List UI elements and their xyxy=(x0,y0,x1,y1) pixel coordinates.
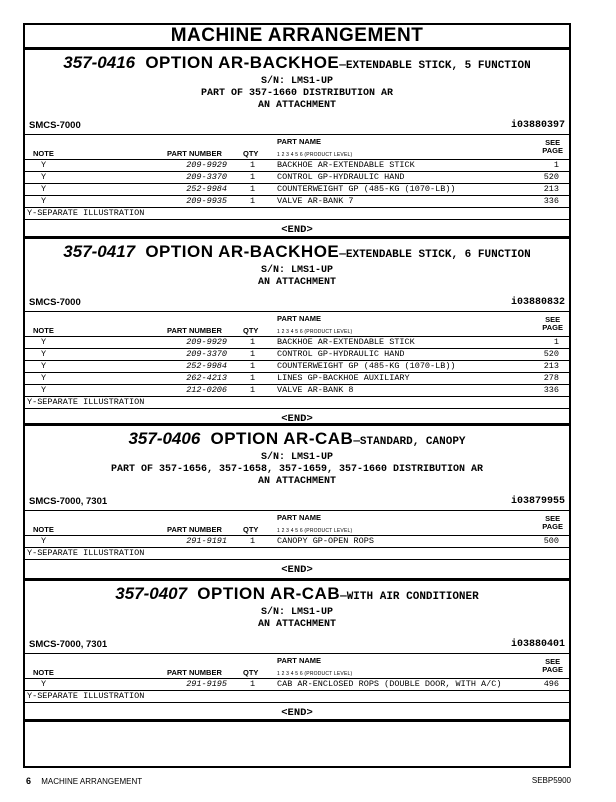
footer-section-name: MACHINE ARRANGEMENT xyxy=(41,777,143,786)
serial-number: S/N: LMS1-UP xyxy=(260,76,333,87)
group-number: 357-0416 xyxy=(63,53,136,72)
col-qty: QTY xyxy=(243,668,259,677)
see-page[interactable]: 278 xyxy=(543,373,559,383)
col-note: NOTE xyxy=(33,326,54,335)
section-header xyxy=(25,239,569,289)
part-number[interactable]: 291-9191 xyxy=(186,536,227,546)
part-number[interactable]: 209-3370 xyxy=(186,349,227,359)
col-see-page: SEE PAGE xyxy=(542,514,563,531)
table-row[interactable]: Y 209-3370 1 CONTROL GP-HYDRAULIC HAND 520 xyxy=(25,349,569,361)
table-header xyxy=(25,311,569,337)
group-description: —EXTENDABLE STICK, 6 FUNCTION xyxy=(339,249,531,261)
see-page[interactable]: 1 xyxy=(553,337,559,347)
table-row[interactable]: Y 291-9191 1 CANOPY GP-OPEN ROPS 500 xyxy=(41,536,559,546)
part-number[interactable]: 209-9929 xyxy=(186,160,227,170)
see-page[interactable]: 336 xyxy=(543,196,559,206)
col-part-name: PART NAME xyxy=(277,137,322,146)
col-part-name: PART NAME xyxy=(277,314,322,323)
end-marker: <END> xyxy=(281,224,313,236)
see-page[interactable]: 213 xyxy=(543,184,559,194)
smcs-code: SMCS-7000 xyxy=(29,297,81,308)
see-page[interactable]: 336 xyxy=(543,385,559,395)
illustration-id: i03880401 xyxy=(510,639,565,650)
section-header xyxy=(25,50,569,112)
col-qty: QTY xyxy=(243,149,259,158)
header-line: PART OF 357-1660 DISTRIBUTION AR xyxy=(200,88,394,99)
col-product-level: 1 2 3 4 5 6 (PRODUCT LEVEL) xyxy=(277,671,353,677)
col-product-level: 1 2 3 4 5 6 (PRODUCT LEVEL) xyxy=(277,152,353,158)
col-part-name: PART NAME xyxy=(277,513,322,522)
part-number[interactable]: 209-9935 xyxy=(186,196,227,206)
col-part-name: PART NAME xyxy=(277,656,322,665)
separate-illustration-note: Y-SEPARATE ILLUSTRATION xyxy=(25,396,569,409)
col-qty: QTY xyxy=(243,326,259,335)
table-header xyxy=(25,653,569,679)
see-page[interactable]: 496 xyxy=(543,679,559,689)
table-header xyxy=(25,510,569,536)
table-row[interactable]: Y 252-9984 1 COUNTERWEIGHT GP (485-KG (1070-LB)) 213 xyxy=(25,184,569,196)
col-product-level: 1 2 3 4 5 6 (PRODUCT LEVEL) xyxy=(277,329,353,335)
illustration-id: i03880832 xyxy=(510,297,565,308)
header-line: AN ATTACHMENT xyxy=(257,277,336,288)
table-row[interactable]: Y 209-9929 1 BACKHOE AR-EXTENDABLE STICK 1 xyxy=(25,337,569,349)
section-357-0416 xyxy=(25,50,569,239)
col-qty: QTY xyxy=(243,525,259,534)
see-page[interactable]: 1 xyxy=(553,160,559,170)
col-note: NOTE xyxy=(33,149,54,158)
smcs-code: SMCS-7000, 7301 xyxy=(29,496,108,507)
part-number[interactable]: 262-4213 xyxy=(186,373,227,383)
part-number[interactable]: 212-0206 xyxy=(186,385,227,395)
see-page[interactable]: 500 xyxy=(543,536,559,546)
group-number: 357-0417 xyxy=(63,242,136,261)
table-row[interactable]: Y 252-9984 1 COUNTERWEIGHT GP (485-KG (1070-LB)) 213 xyxy=(25,361,569,373)
header-line: AN ATTACHMENT xyxy=(257,619,336,630)
illustration-id: i03880397 xyxy=(510,120,565,131)
col-see-page: SEE PAGE xyxy=(542,138,563,155)
table-row[interactable]: Y 209-9935 1 VALVE AR-BANK 7 336 xyxy=(41,196,559,206)
header-line: AN ATTACHMENT xyxy=(257,100,336,111)
smcs-code: SMCS-7000, 7301 xyxy=(29,639,108,650)
table-row[interactable]: Y 209-9929 1 BACKHOE AR-EXTENDABLE STICK 1 xyxy=(25,160,569,172)
page-title: MACHINE ARRANGEMENT xyxy=(25,25,569,50)
separate-illustration-note: Y-SEPARATE ILLUSTRATION xyxy=(25,690,569,703)
serial-number: S/N: LMS1-UP xyxy=(260,607,333,618)
serial-number: S/N: LMS1-UP xyxy=(260,452,333,463)
smcs-code: SMCS-7000 xyxy=(29,120,81,131)
part-number[interactable]: 209-3370 xyxy=(186,172,227,182)
table-row[interactable]: Y 262-4213 1 LINES GP-BACKHOE AUXILIARY 278 xyxy=(25,373,569,385)
separate-illustration-note: Y-SEPARATE ILLUSTRATION xyxy=(25,207,569,220)
section-357-0417 xyxy=(25,239,569,426)
see-page[interactable]: 213 xyxy=(543,361,559,371)
group-title: OPTION AR-BACKHOE xyxy=(145,53,340,72)
part-number[interactable]: 252-9984 xyxy=(186,361,227,371)
col-part-number: PART NUMBER xyxy=(167,525,222,534)
part-number[interactable]: 291-9195 xyxy=(186,679,227,689)
header-line: PART OF 357-1656, 357-1658, 357-1659, 357-1660 DISTRIBUTION AR xyxy=(110,464,484,475)
part-number[interactable]: 252-9984 xyxy=(186,184,227,194)
end-marker: <END> xyxy=(281,413,313,425)
group-title: OPTION AR-CAB xyxy=(210,429,354,448)
end-marker: <END> xyxy=(281,707,313,719)
page-footer xyxy=(26,776,571,787)
col-part-number: PART NUMBER xyxy=(167,326,222,335)
col-part-number: PART NUMBER xyxy=(167,668,222,677)
illustration-id: i03879955 xyxy=(510,496,565,507)
serial-number: S/N: LMS1-UP xyxy=(260,265,333,276)
see-page[interactable]: 520 xyxy=(543,172,559,182)
table-row[interactable]: Y 291-9195 1 CAB AR-ENCLOSED ROPS (DOUBLE DOOR, WITH A/C) 496 xyxy=(41,679,559,689)
end-marker: <END> xyxy=(281,564,313,576)
section-357-0407 xyxy=(25,581,569,722)
table-row[interactable]: Y 212-0206 1 VALVE AR-BANK 8 336 xyxy=(41,385,559,395)
col-see-page: SEE PAGE xyxy=(542,657,563,674)
see-page[interactable]: 520 xyxy=(543,349,559,359)
section-header xyxy=(25,426,569,488)
group-title: OPTION AR-CAB xyxy=(197,584,341,603)
page-frame xyxy=(23,23,571,768)
group-title: OPTION AR-BACKHOE xyxy=(145,242,340,261)
separate-illustration-note: Y-SEPARATE ILLUSTRATION xyxy=(25,547,569,560)
header-line: AN ATTACHMENT xyxy=(257,476,336,487)
col-note: NOTE xyxy=(33,525,54,534)
col-see-page: SEE PAGE xyxy=(542,315,563,332)
col-part-number: PART NUMBER xyxy=(167,149,222,158)
part-number[interactable]: 209-9929 xyxy=(186,337,227,347)
group-description: —WITH AIR CONDITIONER xyxy=(340,591,479,603)
col-product-level: 1 2 3 4 5 6 (PRODUCT LEVEL) xyxy=(277,528,353,534)
table-row[interactable]: Y 209-3370 1 CONTROL GP-HYDRAULIC HAND 520 xyxy=(25,172,569,184)
page-number: 6 xyxy=(26,776,32,786)
group-description: —STANDARD, CANOPY xyxy=(353,436,466,448)
group-number: 357-0407 xyxy=(115,584,188,603)
group-description: —EXTENDABLE STICK, 5 FUNCTION xyxy=(339,60,531,72)
section-357-0406 xyxy=(25,426,569,581)
table-header xyxy=(25,134,569,160)
group-number: 357-0406 xyxy=(128,429,201,448)
col-note: NOTE xyxy=(33,668,54,677)
section-header xyxy=(25,581,569,631)
document-id: SEBP5900 xyxy=(531,776,571,785)
